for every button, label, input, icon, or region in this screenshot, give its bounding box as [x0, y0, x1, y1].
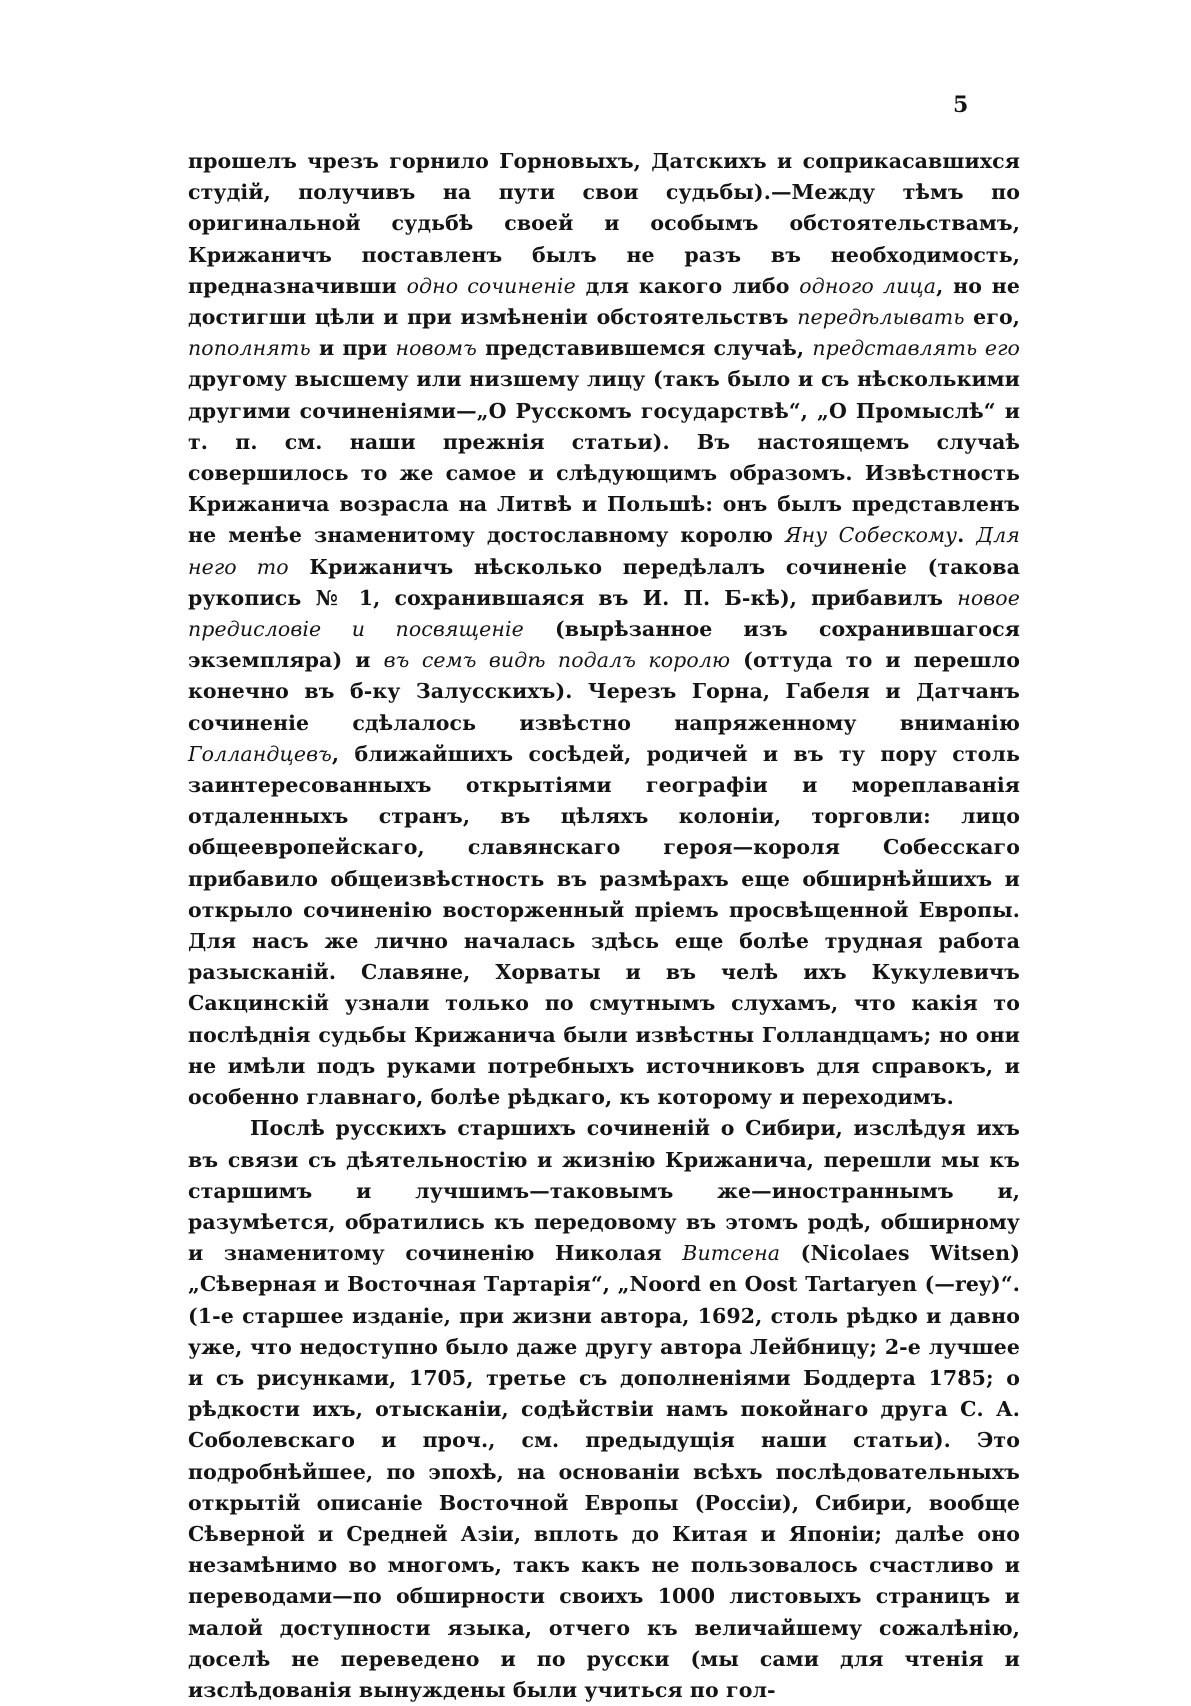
paragraph [188, 146, 1020, 1113]
text-segment: Послѣ русскихъ старшихъ сочиненій о Сибири, изслѣдуя ихъ въ связи съ дѣятельностію и жизнію Крижанича, перешли мы къ старшимъ и лучшимъ—таковымъ же—иностраннымъ и, разумѣется, обратились къ передовому въ этомъ родѣ, обширному и знаменитому сочиненію Николая [188, 1116, 1020, 1266]
paragraph [188, 1113, 1020, 1706]
italic-text: Яну Собескому [785, 523, 958, 548]
italic-text: Для него то [188, 523, 1020, 579]
italic-text: передѣлывать [797, 305, 965, 330]
italic-text: въ семъ видѣ подалъ королю [383, 648, 731, 673]
text-segment: , ближайшихъ сосѣдей, родичей и въ ту пору столь заинтересованныхъ открытіями географіи и мореплаванія отдаленныхъ странъ, въ цѣляхъ колоніи, торговли: лицо общеевропейскаго, славянскаго героя—короля Собесскаго прибавило общеизвѣстность въ размѣрахъ еще обширнѣйшихъ и открыло сочиненію восторженный пріемъ просвѣщенной Европы. Для насъ же лично началась здѣсь еще болѣе трудная работа разысканій. Славяне, Хорваты и въ челѣ ихъ Кукулевичъ Сакцинскій узнали только по смутнымъ слухамъ, что какія то послѣднія судьбы Крижанича были извѣстны Голландцамъ; но они не имѣли подъ руками потребныхъ источниковъ для справокъ, и особенно главнаго, болѣе рѣдкаго, къ которому и переходимъ. [188, 741, 1020, 1110]
text-segment: Крижаничъ нѣсколько передѣлалъ сочиненіе (такова рукопись № 1, сохранившаяся въ И. П. Б-кѣ), прибавилъ [188, 554, 1020, 610]
page-number: 5 [953, 92, 969, 118]
text-segment: и при [310, 336, 396, 361]
text-segment: прошелъ чрезъ горнило Горновыхъ, Датскихъ и соприкасавшихся студій, получивъ на пути свои судьбы).—Между тѣмъ по оригинальной судьбѣ своей и особымъ обстоятельствамъ, Крижаничъ поставленъ былъ не разъ въ необходимость, предназначивши [188, 149, 1020, 298]
italic-text: Голландцевъ [188, 741, 332, 766]
text-segment: . [957, 523, 977, 548]
italic-text: пополнять [188, 336, 311, 361]
italic-text: представлять его [812, 336, 1020, 361]
italic-text: новомъ [395, 336, 477, 361]
text-segment: его, [964, 305, 1020, 330]
italic-text: одно сочиненіе [406, 273, 576, 298]
text-segment: (оттуда то и перешло конечно въ б-ку Залусскихъ). Черезъ Горна, Габеля и Датчанъ сочиненіе сдѣлалось извѣстно напряженному вниманію [188, 648, 1020, 735]
italic-text: одного лица [799, 273, 937, 298]
text-segment: (вырѣзанное изъ сохранившагося экземпляра) и [188, 617, 1020, 673]
text-segment: (Nicolaes Witsen) „Сѣверная и Восточная Тартарія“, „Noord en Oost Tartaryen (—rey)“. (1-е старшее изданіе, при жизни автора, 1692, столь рѣдко и давно уже, что недоступно было даже другу автора Лейбницу; 2-е лучшее и съ рисунками, 1705, третье съ дополненіями Боддерта 1785; о рѣдкости ихъ, отысканіи, содѣйствіи намъ покойнаго друга С. А. Соболевскаго и проч., см. предыдущія наши статьи). Это подробнѣйшее, по эпохѣ, на основаніи всѣхъ послѣдовательныхъ открытій описаніе Восточной Европы (Россіи), Сибири, вообще Сѣверной и Средней Азіи, вплоть до Китая и Японіи; далѣе оно незамѣнимо во многомъ, такъ какъ не пользовалось счастливо и переводами—по обширности своихъ 1000 листовыхъ страницъ и малой доступности языка, отчего къ величайшему сожалѣнію, доселѣ не переведено и по русски (мы сами для чтенія и изслѣдованія вынуждены были учиться по гол- [188, 1241, 1020, 1702]
italic-text: новое предисловіе и посвященіе [188, 585, 1020, 642]
text-segment: , но не достигши цѣли и при измѣненіи обстоятельствъ [188, 273, 1021, 330]
text-segment: другому высшему или низшему лицу (такъ было и съ нѣсколькими другими сочиненіями—„О Русскомъ государствѣ“, „О Промыслѣ“ и т. п. см. наши прежнія статьи). Въ настоящемъ случаѣ совершилось то же самое и слѣдующимъ образомъ. Извѣстность Крижанича возрасла на Литвѣ и Польшѣ: онъ былъ представленъ не менѣе знаменитому достославному королю [188, 367, 1020, 548]
text-segment: для какого либо [575, 273, 800, 298]
italic-text: Витсена [682, 1241, 781, 1266]
body-text [188, 146, 1020, 1706]
text-segment: представившемся случаѣ, [476, 336, 813, 361]
